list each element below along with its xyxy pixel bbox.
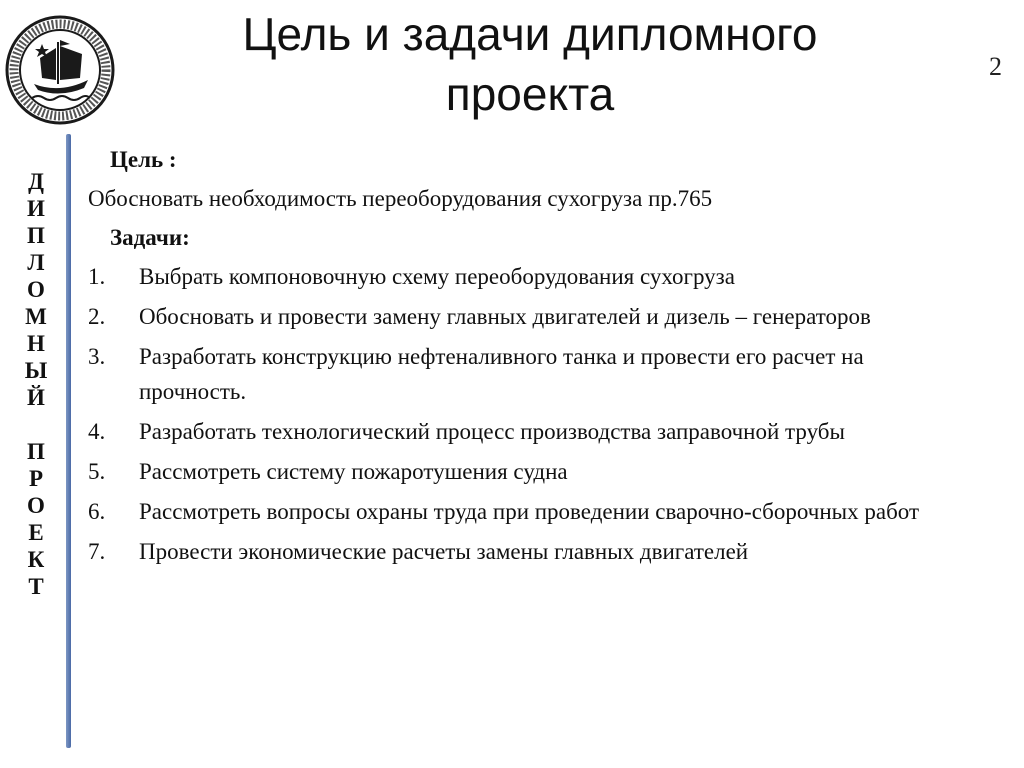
slide-title: Цель и задачи дипломного проекта <box>242 8 818 120</box>
task-number: 2. <box>88 304 106 329</box>
tasks-list <box>88 259 968 569</box>
side-caption-letter: Е <box>28 520 44 545</box>
task-text: Провести экономические расчеты замены главных двигателей <box>139 539 749 564</box>
side-caption-letter: Л <box>27 250 45 275</box>
task-number: 1. <box>88 264 106 289</box>
side-caption-letter: Р <box>28 466 44 491</box>
goal-text: Обосновать необходимость переоборудования сухогруза пр.765 <box>88 186 713 211</box>
list-item <box>88 454 968 489</box>
side-caption-letter: К <box>27 547 45 572</box>
side-caption-letter: Т <box>28 574 44 599</box>
side-caption-letter: П <box>27 439 45 464</box>
task-number: 6. <box>88 499 106 524</box>
side-caption-letter: О <box>27 277 45 302</box>
slide-number: 2 <box>989 52 1002 81</box>
vertical-divider <box>66 134 71 748</box>
ship-emblem-icon <box>4 14 116 126</box>
side-caption-letter: Й <box>27 385 45 410</box>
task-text: Рассмотреть вопросы охраны труда при проведении сварочно-сборочных работ <box>139 499 920 524</box>
slide-body <box>88 142 968 574</box>
list-item <box>88 414 968 449</box>
task-text: Разработать технологический процесс производства заправочной трубы <box>139 419 845 444</box>
side-caption-letter: Н <box>27 331 45 356</box>
list-item <box>88 339 968 409</box>
vertical-side-caption <box>18 168 54 600</box>
list-item <box>88 494 968 529</box>
list-item <box>88 299 968 334</box>
side-caption-letter: Д <box>28 169 44 194</box>
task-text: Обосновать и провести замену главных двигателей и дизель – генераторов <box>139 304 871 329</box>
side-caption-letter: М <box>25 304 47 329</box>
task-number: 3. <box>88 344 106 369</box>
tasks-heading: Задачи: <box>110 225 190 250</box>
side-caption-letter: О <box>27 493 45 518</box>
side-caption-letter: И <box>27 196 45 221</box>
side-caption-letter: Ы <box>24 358 48 383</box>
task-number: 4. <box>88 419 106 444</box>
side-caption-letter: П <box>27 223 45 248</box>
task-text: Выбрать компоновочную схему переоборудования сухогруза <box>139 264 735 289</box>
task-text: Разработать конструкцию нефтеналивного танка и провести его расчет на прочность. <box>139 344 864 404</box>
goal-heading: Цель : <box>110 147 177 172</box>
list-item <box>88 259 968 294</box>
task-number: 7. <box>88 539 106 564</box>
list-item <box>88 534 968 569</box>
task-text: Рассмотреть систему пожаротушения судна <box>139 459 568 484</box>
task-number: 5. <box>88 459 106 484</box>
